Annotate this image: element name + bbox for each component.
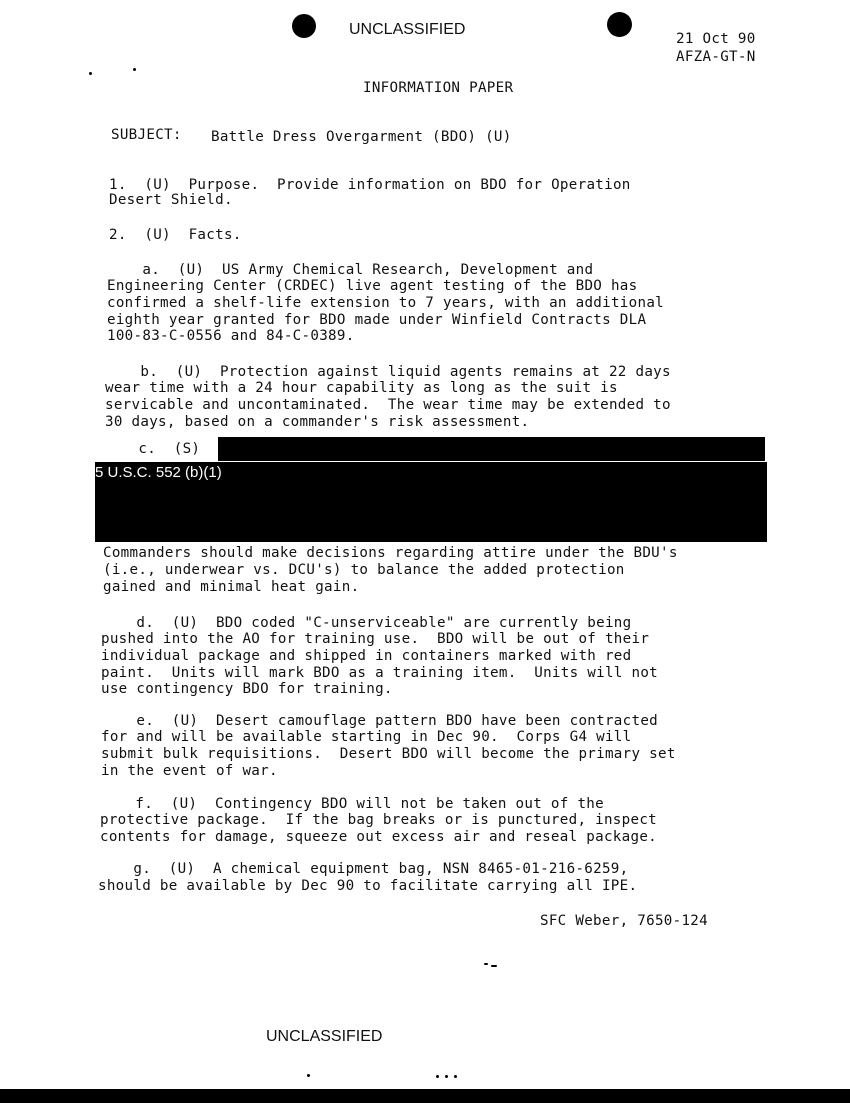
classification-bottom: UNCLASSIFIED [266,1028,383,1045]
text-line: gained and minimal heat gain. [103,579,360,595]
text-line: in the event of war. [101,763,278,779]
punch-hole-right [607,12,632,37]
classification-top: UNCLASSIFIED [349,21,466,38]
text-line: use contingency BDO for training. [101,681,393,697]
speck [436,1075,439,1078]
office-symbol: AFZA-GT-N [676,49,756,65]
subparagraph-g [98,861,638,909]
subject-text: Battle Dress Overgarment (BDO) (U) [211,129,512,145]
subparagraph-c-marker: c. (S) [103,441,201,457]
document-type: INFORMATION PAPER [363,80,514,96]
speck [89,72,92,75]
text-line: d. (U) BDO coded "C-unserviceable" are currently being [101,615,632,631]
redaction-bar-top [218,437,765,461]
text-line: a. (U) US Army Chemical Research, Development and [107,262,594,278]
scan-edge [0,1089,850,1103]
speck [307,1074,310,1077]
speck [445,1075,448,1078]
text-line: submit bulk requisitions. Desert BDO will become the primary set [101,746,676,762]
text-line: b. (U) Protection against liquid agents remains at 22 days [105,364,671,380]
text-line: 1. (U) Purpose. Provide information on BDO for Operation [109,177,631,193]
text-line: servicable and uncontaminated. The wear time may be extended to [105,397,671,413]
text-line: 100-83-C-0556 and 84-C-0389. [107,328,355,344]
text-line: should be available by Dec 90 to facilitate carrying all IPE. [98,878,638,894]
subparagraph-c-tail [103,545,678,609]
speck [491,965,497,967]
text-line: individual package and shipped in containers marked with red [101,648,632,664]
speck [484,963,488,965]
text-line: Engineering Center (CRDEC) live agent testing of the BDO has [107,278,638,294]
subparagraph-a [107,262,665,358]
text-line: e. (U) Desert camouflage pattern BDO have been contracted [101,713,659,729]
text-line: eighth year granted for BDO made under Winfield Contracts DLA [107,312,647,328]
text-line: paint. Units will mark BDO as a training item. Units will not [101,665,659,681]
text-line: g. (U) A chemical equipment bag, NSN 8465-01-216-6259, [98,861,629,877]
subject-label: SUBJECT: [111,127,182,143]
text-line: confirmed a shelf-life extension to 7 years, with an additional [107,295,665,311]
text-line: (i.e., underwear vs. DCU's) to balance the added protection [103,562,625,578]
text-line: protective package. If the bag breaks or is punctured, inspect [100,812,658,828]
speck [454,1075,457,1078]
text-line: contents for damage, squeeze out excess air and reseal package. [100,829,658,845]
paragraph-2-heading: 2. (U) Facts. [109,227,242,243]
speck [133,68,136,71]
text-line: f. (U) Contingency BDO will not be taken out of the [100,796,604,812]
document-date: 21 Oct 90 [676,31,756,47]
subparagraph-f [100,796,658,860]
text-line: Commanders should make decisions regarding attire under the BDU's [103,545,678,561]
paragraph-1 [109,177,631,223]
subparagraph-b [105,364,671,444]
text-line: pushed into the AO for training use. BDO will be out of their [101,631,650,647]
foia-exemption-label: 5 U.S.C. 552 (b)(1) [95,464,222,481]
text-line: 30 days, based on a commander's risk assessment. [105,414,530,430]
text-line: wear time with a 24 hour capability as long as the suit is [105,380,618,396]
punch-hole-left [292,14,316,38]
subparagraph-d [101,615,659,711]
text-line: Desert Shield. [109,192,233,208]
subparagraph-e [101,713,676,793]
signature-line: SFC Weber, 7650-124 [540,913,708,929]
text-line: for and will be available starting in Dec 90. Corps G4 will [101,729,632,745]
